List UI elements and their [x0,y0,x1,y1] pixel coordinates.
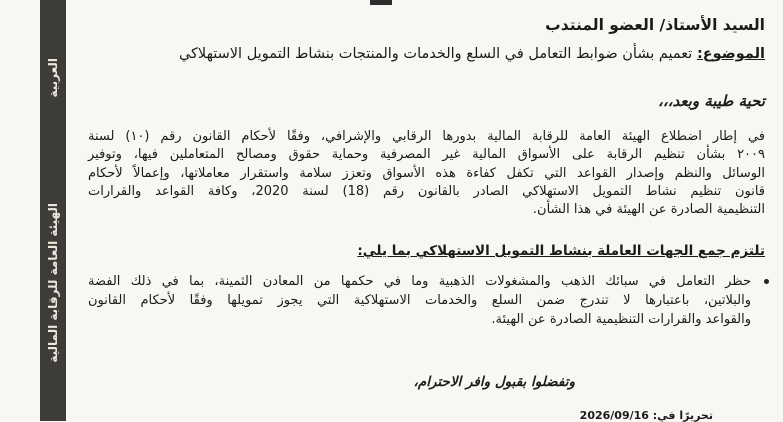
subject-line [179,46,765,62]
bullet-dot-icon [764,279,769,284]
subject-text: تعميم بشأن ضوابط التعامل في السلع والخدمات والمنتجات بنشاط التمويل الاستهلاكي [178,46,693,62]
side-letterhead-band [40,0,66,421]
date-value: 2026/09/16 [579,409,649,422]
bullet-line: والقواعد والقرارات التنظيمية الصادرة عن الهيئة. [491,312,751,327]
subject-label: الموضوع: [696,46,765,62]
obligation-heading: تلتزم جمع الجهات العاملة بنشاط التمويل الاستهلاكي بما يلي: [357,243,765,259]
bullet-item [88,272,765,329]
footer-date [580,409,713,422]
side-band-text-1: العربية [46,58,60,98]
letter-body [88,0,765,421]
bullet-line: حظر التعامل في سبائك الذهب والمشغولات الذهبية وما في حكمها من المعادن الثمينة، بما في ذلك الفضة [88,274,751,289]
paragraph-line: الوسائل والنظم وإصدار القواعد التي تكفل كفاءة هذه الأسواق وتعزز سلامة واستقرار معاملاتها، وإعمالاً لأحكام [88,165,765,181]
bullet-line: والبلاتين، باعتبارها لا تندرج ضمن السلع والخدمات الاستهلاكية التي يجوز تمويلها وفقًا لأحكام القانون [88,293,751,308]
paragraph-line: في إطار اضطلاع الهيئة العامة للرقابة المالية بدورها الرقابي والإشرافي، وفقًا لأحكام القانون رقم (١٠) لسنة [88,129,765,144]
paragraph-line: قانون تنظيم نشاط التمويل الاستهلاكي الصادر بالقانون رقم (18) لسنة 2020، وكافة القواعد والقرارات [88,183,765,199]
paragraph-line: التنظيمية الصادرة عن الهيئة في هذا الشأن. [532,202,765,218]
greeting: تحية طيبة وبعد،،، [658,92,765,110]
main-paragraph [88,128,765,219]
paragraph-line: ٢٠٠٩ بشأن تنظيم الرقابة على الأسواق المالية غير المصرفية وحماية حقوق ومصالح المتعاملين فيها، وتوفير [88,147,765,163]
addressee: السيد الأستاذ/ العضو المنتدب [545,16,765,34]
side-band-text-2: الهيئة العامة للرقابة المالية [46,202,60,363]
date-label: تحريرًا في: [652,409,713,422]
closing: وتفضلوا بقبول وافر الاحترام، [413,374,575,390]
